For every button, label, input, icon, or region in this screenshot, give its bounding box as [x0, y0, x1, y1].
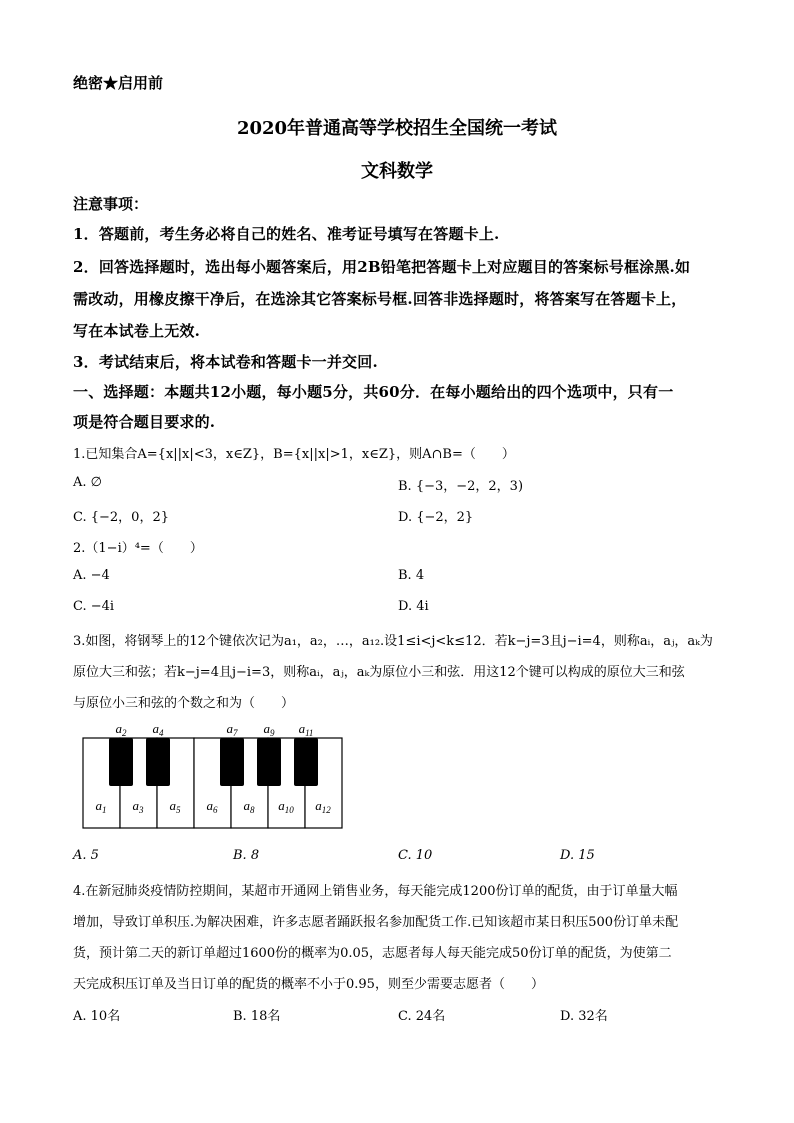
white-key-label: $a_3$ — [132, 798, 144, 815]
q3-option-d: D. 15 — [560, 848, 595, 863]
question-1-stem: 1.已知集合A={x||x|<3，x∈Z}，B={x||x|>1，x∈Z}，则A∩B=（ ） — [73, 447, 515, 462]
section-heading: 一、选择题：本题共12小题，每小题5分，共60分．在每小题给出的四个选项中，只有一 — [73, 383, 674, 401]
black-key-label: $a_4$ — [152, 721, 164, 738]
question-3-stem: 原位大三和弦；若k−j=4且j−i=3，则称aᵢ，aⱼ，aₖ为原位小三和弦．用这12个键可以构成的原位大三和弦 — [73, 665, 685, 680]
secret-label: 绝密★启用前 — [73, 74, 164, 92]
q2-option-b: B. 4 — [398, 568, 425, 583]
q1-option-b: B. {−3，−2，2，3) — [398, 479, 524, 494]
black-key-label: $a_{11}$ — [298, 721, 314, 738]
q4-option-c: C. 24名 — [398, 1009, 446, 1024]
black-key-label: $a_2$ — [115, 721, 127, 738]
section-heading: 项是符合题目要求的. — [73, 413, 216, 431]
black-key-a2 — [109, 738, 133, 786]
q2-option-a: A. −4 — [73, 568, 110, 583]
question-4-stem: 增加，导致订单积压.为解决困难，许多志愿者踊跃报名参加配货工作.已知该超市某日积压500份订单未配 — [73, 915, 679, 930]
question-4-stem: 天完成积压订单及当日订单的配货的概率不小于0.95，则至少需要志愿者（ ） — [73, 977, 544, 992]
question-3-stem: 与原位小三和弦的个数之和为（ ） — [73, 696, 295, 711]
question-4-stem: 4.在新冠肺炎疫情防控期间，某超市开通网上销售业务，每天能完成1200份订单的配货，由于订单量大幅 — [73, 884, 678, 899]
question-3-stem: 3.如图，将钢琴上的12个键依次记为a₁，a₂，…，a₁₂.设1≤i<j<k≤12．若k−j=3且j−i=4，则称aᵢ，aⱼ，aₖ为 — [73, 634, 713, 649]
black-key-a4 — [146, 738, 170, 786]
white-key-label: $a_8$ — [243, 798, 255, 815]
q1-option-c: C. {−2，0，2} — [73, 510, 169, 525]
black-key-a9 — [257, 738, 281, 786]
page-title: 2020年普通高等学校招生全国统一考试 — [236, 118, 558, 139]
q4-option-d: D. 32名 — [560, 1009, 608, 1024]
piano-figure — [80, 716, 350, 832]
q1-option-a: A. ∅ — [73, 475, 102, 490]
note-line: 需改动，用橡皮擦干净后，在选涂其它答案标号框.回答非选择题时，将答案写在答题卡上， — [73, 290, 687, 308]
black-key-label: $a_7$ — [226, 721, 238, 738]
q3-option-b: B. 8 — [233, 848, 260, 863]
q3-option-c: C. 10 — [398, 848, 433, 863]
q2-option-d: D. 4i — [398, 599, 429, 614]
q1-option-d: D. {−2，2} — [398, 510, 474, 525]
white-key-label: $a_5$ — [169, 798, 181, 815]
white-key-label: $a_6$ — [206, 798, 218, 815]
q2-option-c: C. −4i — [73, 599, 115, 614]
note-line: 1．答题前，考生务必将自己的姓名、准考证号填写在答题卡上. — [73, 225, 500, 243]
black-key-a11 — [294, 738, 318, 786]
white-key-label: $a_{10}$ — [278, 798, 294, 815]
black-key-a7 — [220, 738, 244, 786]
q4-option-b: B. 18名 — [233, 1009, 281, 1024]
question-2-stem: 2.（1−i）⁴=（ ） — [73, 541, 203, 556]
q3-option-a: A. 5 — [73, 848, 99, 863]
q4-option-a: A. 10名 — [73, 1009, 121, 1024]
note-line: 写在本试卷上无效. — [73, 322, 201, 340]
notes-heading: 注意事项： — [73, 195, 149, 213]
note-line: 2．回答选择题时，选出每小题答案后，用2B铅笔把答题卡上对应题目的答案标号框涂黑.如 — [73, 258, 691, 276]
page-subtitle: 文科数学 — [361, 161, 433, 182]
white-key-label: $a_1$ — [95, 798, 107, 815]
white-key-label: $a_{12}$ — [315, 798, 331, 815]
question-4-stem: 货，预计第二天的新订单超过1600份的概率为0.05，志愿者每人每天能完成50份订单的配货，为使第二 — [73, 946, 672, 961]
black-key-label: $a_9$ — [263, 721, 275, 738]
note-line: 3．考试结束后，将本试卷和答题卡一并交回. — [73, 353, 378, 371]
